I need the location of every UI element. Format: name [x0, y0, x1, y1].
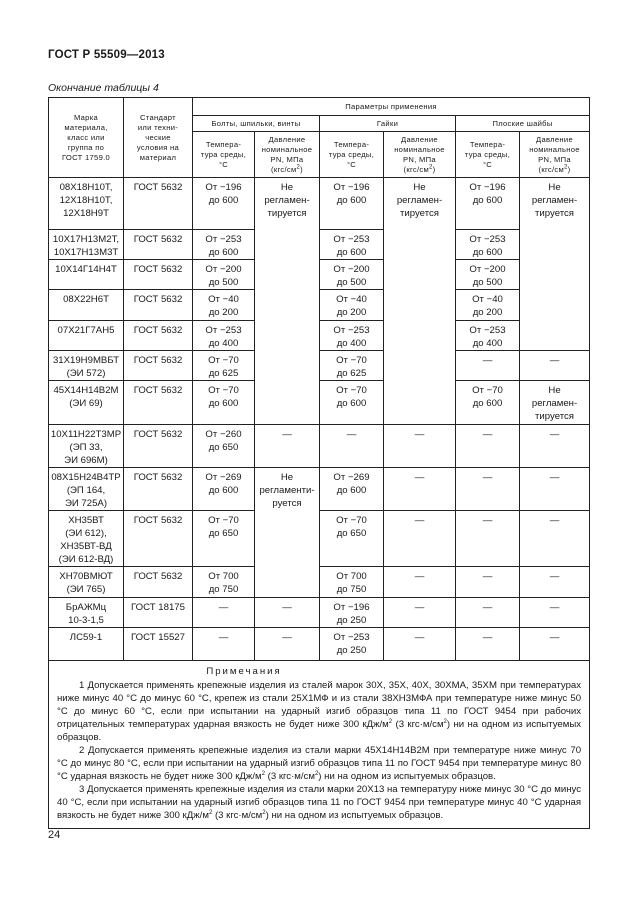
- cell-nut-temp: От −196 до 600: [320, 178, 384, 230]
- cell-standard: ГОСТ 5632: [124, 381, 193, 425]
- cell-material: ХН35ВТ (ЭИ 612), ХН35ВТ-ВД (ЭИ 612-ВД): [49, 511, 124, 567]
- cell-material: 45Х14Н14В2М (ЭИ 69): [49, 381, 124, 425]
- cell-standard: ГОСТ 5632: [124, 468, 193, 511]
- cell-material: ХН70ВМЮТ (ЭИ 765): [49, 567, 124, 598]
- cell-washer-temp: —: [456, 511, 520, 567]
- cell-bolt-pressure: —: [255, 425, 320, 468]
- cell-nut-temp: От −253 до 600: [320, 230, 384, 260]
- cell-bolt-pressure-merged: Не регламенти- руется: [255, 468, 320, 598]
- cell-bolt-temp: От −253 до 600: [193, 230, 255, 260]
- cell-bolt-temp: —: [193, 598, 255, 628]
- cell-material: 10Х14Г14Н4Т: [49, 260, 124, 290]
- cell-bolt-temp: От −260 до 650: [193, 425, 255, 468]
- cell-nut-temp: От 700 до 750: [320, 567, 384, 598]
- cell-bolt-pressure: —: [255, 628, 320, 661]
- header-material: Марка материала, класс или группа по ГОСТ 1759.0: [49, 98, 124, 178]
- cell-washer-temp: От −40 до 200: [456, 290, 520, 321]
- cell-standard: ГОСТ 18175: [124, 598, 193, 628]
- header-pressure: Давление номинальное PN, МПа $(кгс/см^2)$: [384, 132, 456, 178]
- cell-washer-pressure: —: [520, 567, 590, 598]
- cell-washer-temp: —: [456, 628, 520, 661]
- cell-washer-temp: —: [456, 351, 520, 381]
- cell-standard: ГОСТ 5632: [124, 425, 193, 468]
- cell-material: БрАЖМц 10-3-1,5: [49, 598, 124, 628]
- cell-standard: ГОСТ 5632: [124, 511, 193, 567]
- cell-bolt-temp: От −253 до 400: [193, 321, 255, 351]
- header-standard: Стандарт или техни- ческие условия на материал: [124, 98, 193, 178]
- cell-bolt-temp: От −70 до 625: [193, 351, 255, 381]
- cell-material: 08Х18Н10Т, 12Х18Н10Т, 12Х18Н9Т: [49, 178, 124, 230]
- cell-washer-temp: От −70 до 600: [456, 381, 520, 425]
- cell-material: 10Х17Н13М2Т, 10Х17Н13М3Т: [49, 230, 124, 260]
- header-params: Параметры применения: [193, 98, 590, 116]
- cell-material: 31Х19Н9МВБТ (ЭИ 572): [49, 351, 124, 381]
- cell-material: ЛС59-1: [49, 628, 124, 661]
- note-2: 2 Допускается применять крепежные изделия из стали марки 45Х14Н14В2М при температуре ниже минус 70 °С до минус 80 °С, если при испытании на ударный изгиб образцов типа 11 по ГОСТ 9454 при температуре минус 80 °С ударная вязкость не будет ниже 300 кДж/$м^2$ (3 $кгс\cdot м/см^2$) ни на одном из испытуемых образцов.: [57, 745, 582, 782]
- cell-nut-pressure-merged: Не регламен- тируется: [384, 178, 456, 425]
- cell-nut-temp: От −200 до 500: [320, 260, 384, 290]
- cell-standard: ГОСТ 5632: [124, 567, 193, 598]
- header-group-washers: Плоские шайбы: [456, 116, 590, 132]
- cell-washer-temp: От −196 до 600: [456, 178, 520, 230]
- cell-washer-temp: —: [456, 598, 520, 628]
- cell-washer-pressure: —: [520, 468, 590, 511]
- note-1: 1 Допускается применять крепежные изделия из сталей марок 30Х, 35Х, 40Х, 30ХМА, 35ХМ при температурах ниже минус 40 °С до минус 60 °С, крепеж из стали 25Х1МФ и из стали 38ХН3МФА при температуре ниже минус 50 °С до минус 60 °С, если при испытании на ударный изгиб образцов типа 11 по ГОСТ 9454 при рабочих отрицательных температурах ударная вязкость не будет ниже 300 кДж/$м^2$ (3 $кгс\cdot м/см^2$) ни на одном из испытуемых образцов.: [57, 680, 582, 743]
- cell-material: 07Х21Г7АН5: [49, 321, 124, 351]
- header-temp: Темпера- тура среды, °С: [320, 132, 384, 178]
- notes-cell: [49, 661, 590, 829]
- cell-nut-pressure: —: [384, 628, 456, 661]
- notes-row: [49, 661, 590, 829]
- table-row: [49, 381, 590, 425]
- header-group-nuts: Гайки: [320, 116, 456, 132]
- parameters-table: [48, 97, 590, 829]
- cell-nut-temp: От −196 до 250: [320, 598, 384, 628]
- cell-bolt-temp: От −70 до 650: [193, 511, 255, 567]
- cell-standard: ГОСТ 5632: [124, 351, 193, 381]
- table-row: [49, 511, 590, 567]
- header-temp: Темпера- тура среды, °С: [193, 132, 255, 178]
- cell-bolt-temp: От −269 до 600: [193, 468, 255, 511]
- cell-washer-pressure: —: [520, 425, 590, 468]
- cell-bolt-temp: От −40 до 200: [193, 290, 255, 321]
- header-pressure: Давление номинальное PN, МПа $(кгс/см^2)$: [255, 132, 320, 178]
- table-row: [49, 598, 590, 628]
- table-row: [49, 321, 590, 351]
- cell-nut-pressure: —: [384, 468, 456, 511]
- cell-nut-pressure: —: [384, 598, 456, 628]
- cell-washer-pressure: —: [520, 351, 590, 381]
- cell-material: 10Х11Н22Т3МР (ЭП 33, ЭИ 696М): [49, 425, 124, 468]
- cell-washer-pressure-merged: Не регламен- тируется: [520, 178, 590, 351]
- header-group-bolts: Болты, шпильки, винты: [193, 116, 320, 132]
- cell-bolt-temp: От −196 до 600: [193, 178, 255, 230]
- cell-bolt-pressure-merged: Не регламен- тируется: [255, 178, 320, 425]
- header-temp: Темпера- тура среды, °С: [456, 132, 520, 178]
- table-row: [49, 567, 590, 598]
- table-caption: Окончание таблицы 4: [48, 82, 159, 94]
- table-row: [49, 468, 590, 511]
- cell-standard: ГОСТ 5632: [124, 178, 193, 230]
- cell-washer-temp: —: [456, 567, 520, 598]
- cell-washer-temp: От −253 до 400: [456, 321, 520, 351]
- cell-bolt-pressure: —: [255, 598, 320, 628]
- note-3: 3 Допускается применять крепежные изделия из стали марки 20Х13 на температуру ниже минус 30 °С до минус 40 °С, если при испытании на ударный изгиб образцов типа 11 по ГОСТ 9454 при температуре минус 40 °С ударная вязкость не будет ниже 300 кДж/$м^2$ (3 $кгс\cdot м/см^2$) ни на одном из испытуемых образцов.: [57, 784, 582, 821]
- cell-washer-temp: —: [456, 468, 520, 511]
- cell-bolt-temp: —: [193, 628, 255, 661]
- cell-nut-temp: От −253 до 400: [320, 321, 384, 351]
- table-row: [49, 290, 590, 321]
- cell-washer-pressure: Не регламен- тируется: [520, 381, 590, 425]
- cell-bolt-temp: От 700 до 750: [193, 567, 255, 598]
- cell-standard: ГОСТ 5632: [124, 260, 193, 290]
- cell-bolt-temp: От −200 до 500: [193, 260, 255, 290]
- cell-nut-temp: От −70 до 625: [320, 351, 384, 381]
- cell-washer-temp: От −253 до 600: [456, 230, 520, 260]
- cell-nut-pressure: —: [384, 567, 456, 598]
- table-row: [49, 628, 590, 661]
- cell-material: 08Х15Н24В4ТР (ЭП 164, ЭИ 725А): [49, 468, 124, 511]
- cell-nut-temp: От −70 до 600: [320, 381, 384, 425]
- cell-standard: ГОСТ 5632: [124, 230, 193, 260]
- notes-title: Примечания: [206, 666, 282, 677]
- table-row: [49, 178, 590, 230]
- cell-washer-pressure: —: [520, 511, 590, 567]
- cell-bolt-temp: От −70 до 600: [193, 381, 255, 425]
- cell-nut-temp: От −269 до 600: [320, 468, 384, 511]
- cell-washer-pressure: —: [520, 598, 590, 628]
- cell-standard: ГОСТ 15527: [124, 628, 193, 661]
- cell-nut-pressure: —: [384, 425, 456, 468]
- page-number: 24: [48, 829, 61, 841]
- table-row: [49, 351, 590, 381]
- cell-nut-temp: От −253 до 250: [320, 628, 384, 661]
- cell-nut-pressure: —: [384, 511, 456, 567]
- cell-standard: ГОСТ 5632: [124, 290, 193, 321]
- table-row: [49, 260, 590, 290]
- header-pressure: Давление номинальное PN, МПа $(кгс/см^2)$: [520, 132, 590, 178]
- cell-standard: ГОСТ 5632: [124, 321, 193, 351]
- cell-washer-pressure: —: [520, 628, 590, 661]
- cell-nut-temp: От −70 до 650: [320, 511, 384, 567]
- cell-washer-temp: От −200 до 500: [456, 260, 520, 290]
- table-row: [49, 230, 590, 260]
- cell-washer-temp: —: [456, 425, 520, 468]
- cell-material: 08Х22Н6Т: [49, 290, 124, 321]
- document-header: ГОСТ Р 55509—2013: [48, 49, 165, 61]
- cell-nut-temp: —: [320, 425, 384, 468]
- cell-nut-temp: От −40 до 200: [320, 290, 384, 321]
- table-row: [49, 425, 590, 468]
